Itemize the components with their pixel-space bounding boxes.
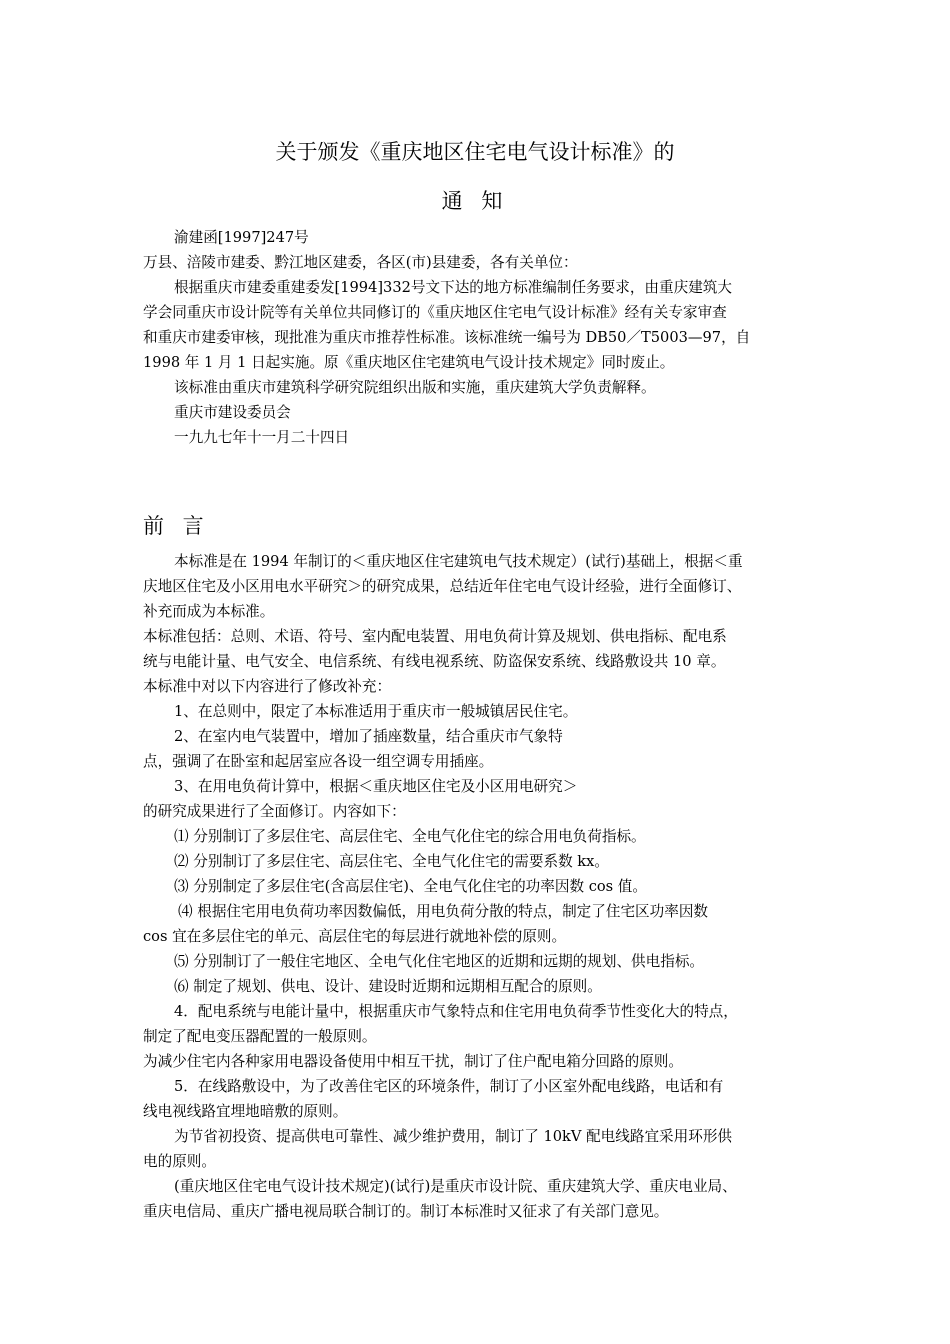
preface-line: 本标准包括：总则、术语、符号、室内配电装置、用电负荷计算及规划、供电指标、配电系: [143, 628, 727, 645]
notice-title: 关于颁发《重庆地区住宅电气设计标准》的: [275, 140, 675, 164]
preface-line: ⑸ 分别制订了一般住宅地区、全电气化住宅地区的近期和远期的规划、供电指标。: [174, 953, 705, 970]
doc-number: 渝建函[1997]247号: [174, 229, 309, 246]
notice-explain-line: 该标准由重庆市建筑科学研究院组织出版和实施，重庆建筑大学负责解释。: [174, 379, 656, 396]
preface-line: ⑶ 分别制定了多层住宅(含高层住宅)、全电气化住宅的功率因数 cos 值。: [174, 878, 647, 895]
preface-line: 4．配电系统与电能计量中，根据重庆市气象特点和住宅用电负荷季节性变化大的特点，: [174, 1003, 738, 1020]
preface-line: 补充而成为本标准。: [143, 603, 275, 620]
preface-line: 点，强调了在卧室和起居室应各设一组空调专用插座。: [143, 753, 494, 770]
preface-line: 本标准是在 1994 年制订的＜重庆地区住宅建筑电气技术规定）(试行)基础上，根据＜重: [174, 553, 743, 570]
preface-line: 3、在用电负荷计算中，根据＜重庆地区住宅及小区用电研究＞: [174, 778, 578, 795]
preface-line: 统与电能计量、电气安全、电信系统、有线电视系统、防盗保安系统、线路敷设共 10 章。: [143, 653, 726, 670]
preface-line: 线电视线路宜埋地暗敷的原则。: [143, 1103, 348, 1120]
notice-date: 一九九七年十一月二十四日: [174, 429, 350, 446]
preface-line: 本标准中对以下内容进行了修改补充：: [143, 678, 392, 695]
preface-line: 5．在线路敷设中，为了改善住宅区的环境条件，制订了小区室外配电线路，电话和有: [174, 1078, 724, 1095]
notice-body-line: 学会同重庆市设计院等有关单位共同修订的《重庆地区住宅电气设计标准》经有关专家审查: [143, 304, 727, 321]
preface-line: 电的原则。: [143, 1153, 216, 1170]
notice-body-line: 根据重庆市建委重建委发[1994]332号文下达的地方标准编制任务要求，由重庆建筑大: [174, 279, 732, 296]
notice-subtitle: 通 知: [441, 189, 509, 213]
preface-line: 制定了配电变压器配置的一般原则。: [143, 1028, 377, 1045]
preface-line: 的研究成果进行了全面修订。内容如下：: [143, 803, 406, 820]
preface-line: ⑵ 分别制订了多层住宅、高层住宅、全电气化住宅的需要系数 kx。: [174, 853, 609, 870]
preface-line: ⑷ 根据住宅用电负荷功率因数偏低，用电负荷分散的特点，制定了住宅区功率因数: [178, 903, 709, 920]
preface-line: 1、在总则中，限定了本标准适用于重庆市一般城镇居民住宅。: [174, 703, 578, 720]
preface-line: 重庆电信局、重庆广播电视局联合制订的。制订本标准时又征求了有关部门意见。: [143, 1203, 669, 1220]
notice-issuer: 重庆市建设委员会: [174, 404, 291, 421]
preface-heading: 前 言: [143, 514, 210, 538]
preface-line: 为减少住宅内各种家用电器设备使用中相互干扰，制订了住户配电箱分回路的原则。: [143, 1053, 683, 1070]
preface-line: 庆地区住宅及小区用电水平研究＞的研究成果，总结近年住宅电气设计经验，进行全面修订、: [143, 578, 742, 595]
preface-line: 为节省初投资、提高供电可靠性、减少维护费用，制订了 10kV 配电线路宜采用环形供: [174, 1128, 733, 1145]
notice-body-line: 1998 年 1 月 1 日起实施。原《重庆地区住宅建筑电气设计技术规定》同时废止。: [143, 354, 675, 371]
preface-line: cos 宜在多层住宅的单元、高层住宅的每层进行就地补偿的原则。: [143, 928, 567, 945]
notice-recipients: 万县、涪陵市建委、黔江地区建委，各区(市)县建委，各有关单位：: [143, 254, 578, 271]
preface-line: ⑴ 分别制订了多层住宅、高层住宅、全电气化住宅的综合用电负荷指标。: [174, 828, 646, 845]
preface-line: ⑹ 制定了规划、供电、设计、建设时近期和远期相互配合的原则。: [174, 978, 602, 995]
preface-line: 2、在室内电气装置中，增加了插座数量，结合重庆市气象特: [174, 728, 563, 745]
notice-body-line: 和重庆市建委审核，现批准为重庆市推荐性标准。该标准统一编号为 DB50／T5003—97，自: [143, 329, 751, 346]
preface-line: (重庆地区住宅电气设计技术规定)(试行)是重庆市设计院、重庆建筑大学、重庆电业局、: [174, 1178, 737, 1195]
